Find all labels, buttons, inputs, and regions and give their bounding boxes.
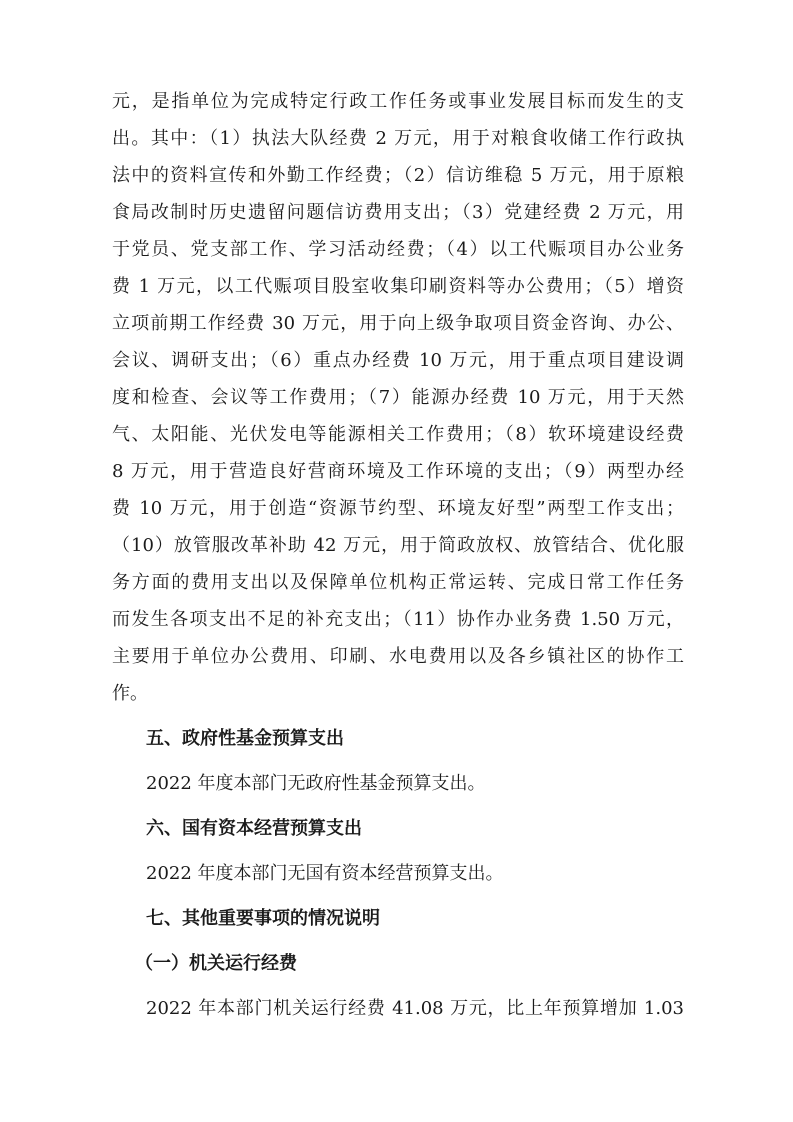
paragraph-line: 度和检查、会议等工作费用；（7）能源办经费 10 万元，用于天然 bbox=[112, 387, 684, 408]
paragraph-line: 费 1 万元，以工代赈项目股室收集印刷资料等办公费用；（5）增资 bbox=[112, 276, 684, 297]
paragraph-line: 作。 bbox=[112, 683, 148, 704]
paragraph-line: 8 万元，用于营造良好营商环境及工作环境的支出；（9）两型办经 bbox=[112, 461, 684, 482]
paragraph-line: 法中的资料宣传和外勤工作经费；（2）信访维稳 5 万元，用于原粮 bbox=[112, 165, 684, 186]
section-text-government-fund: 2022 年度本部门无政府性基金预算支出。 bbox=[146, 773, 486, 794]
subsection-heading-operating-costs: （一）机关运行经费 bbox=[135, 953, 297, 974]
section-heading-government-fund: 五、政府性基金预算支出 bbox=[146, 728, 344, 749]
paragraph-line: 费 10 万元，用于创造“资源节约型、环境友好型”两型工作支出； bbox=[112, 498, 684, 519]
paragraph-line: 气、太阳能、光伏发电等能源相关工作费用；（8）软环境建设经费 bbox=[112, 424, 684, 445]
paragraph-line: 主要用于单位办公费用、印刷、水电费用以及各乡镇社区的协作工 bbox=[112, 646, 684, 667]
paragraph-line: 出。其中：（1）执法大队经费 2 万元，用于对粮食收储工作行政执 bbox=[112, 128, 684, 149]
paragraph-line: 于党员、党支部工作、学习活动经费；（4）以工代赈项目办公业务 bbox=[112, 239, 684, 260]
paragraph-line: 立项前期工作经费 30 万元，用于向上级争取项目资金咨询、办公、 bbox=[112, 313, 684, 334]
section-text-state-capital: 2022 年度本部门无国有资本经营预算支出。 bbox=[146, 863, 504, 884]
section-heading-other-matters: 七、其他重要事项的情况说明 bbox=[146, 908, 380, 929]
paragraph-line: 食局改制时历史遗留问题信访费用支出；（3）党建经费 2 万元，用 bbox=[112, 202, 684, 223]
section-text-operating-costs: 2022 年本部门机关运行经费 41.08 万元，比上年预算增加 1.03 bbox=[146, 998, 684, 1019]
paragraph-line: 会议、调研支出；（6）重点办经费 10 万元，用于重点项目建设调 bbox=[112, 350, 684, 371]
section-heading-state-capital: 六、国有资本经营预算支出 bbox=[146, 818, 362, 839]
paragraph-line: 而发生各项支出不足的补充支出；（11）协作办业务费 1.50 万元， bbox=[112, 609, 684, 630]
paragraph-line: 元，是指单位为完成特定行政工作任务或事业发展目标而发生的支 bbox=[112, 91, 684, 112]
paragraph-line: 务方面的费用支出以及保障单位机构正常运转、完成日常工作任务 bbox=[112, 572, 684, 593]
paragraph-line: （10）放管服改革补助 42 万元，用于简政放权、放管结合、优化服 bbox=[112, 535, 684, 556]
